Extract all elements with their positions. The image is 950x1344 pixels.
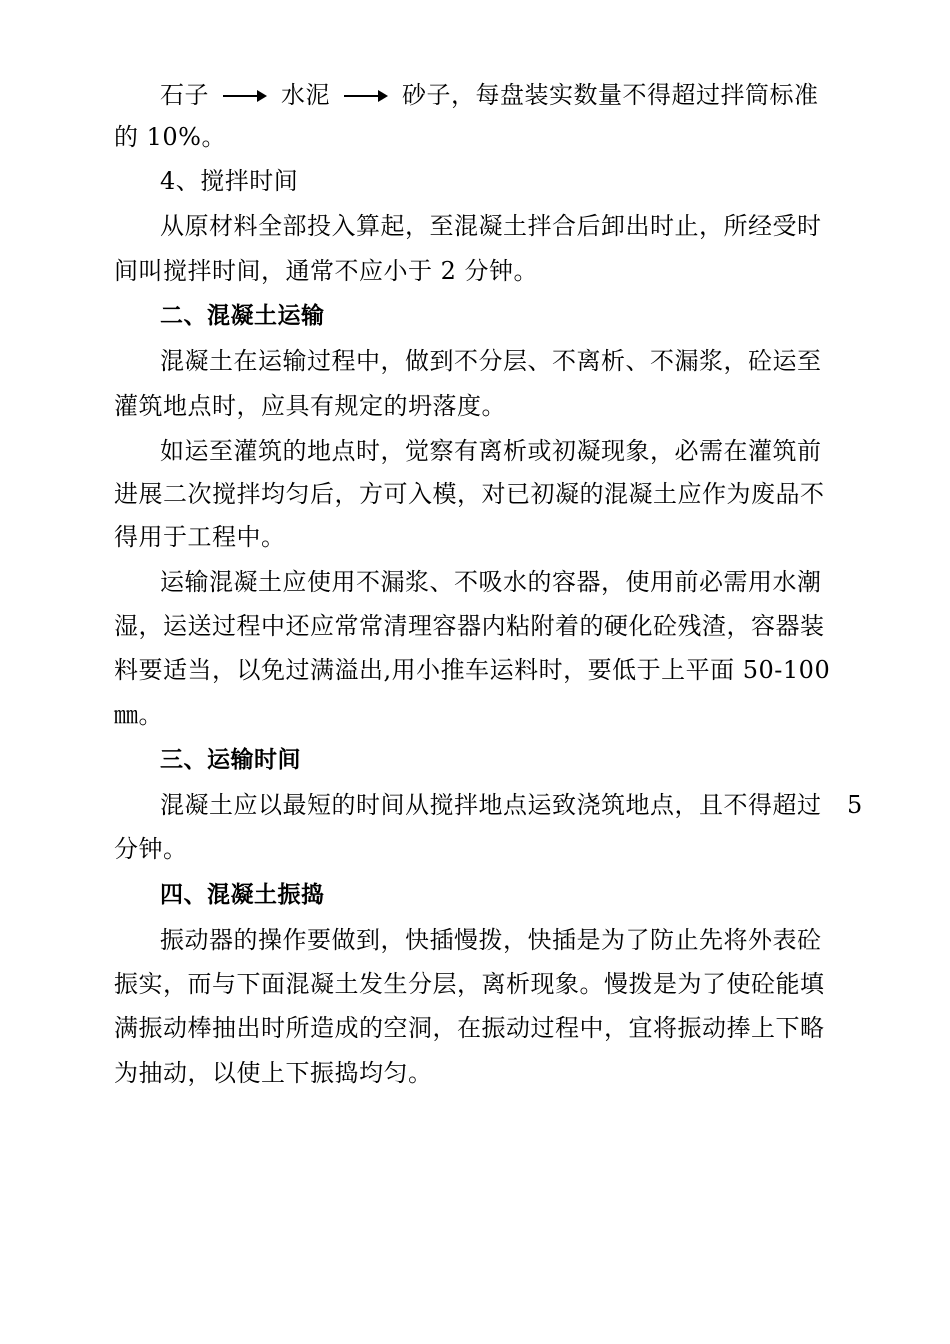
paragraph-transport-time-line1: [160, 790, 822, 820]
paragraph-container-line2: 湿，运送过程中还应常常清理容器内粘附着的硬化砼残渣，容器装: [114, 612, 825, 640]
paragraph-container-line3: 料要适当，以免过满溢出,用小推车运料时，要低于上平面 50-100: [114, 656, 831, 684]
paragraph-segregation-line1: 如运至灌筑的地点时，觉察有离析或初凝现象，必需在灌筑前: [160, 437, 822, 465]
word-sand-rest: 砂子，每盘装实数量不得超过拌筒标准: [402, 81, 819, 109]
paragraph-mixing-time-line2: 间叫搅拌时间，通常不应小于 2 分钟。: [114, 257, 539, 285]
paragraph-vibration-line1: 振动器的操作要做到，快插慢拨，快插是为了防止先将外表砼: [160, 926, 822, 954]
section-heading-transport-time: 三、运输时间: [160, 747, 301, 773]
paragraph-vibration-line4: 为抽动，以使上下振捣均匀。: [114, 1059, 433, 1087]
paragraph-segregation-line3: 得用于工程中。: [114, 523, 286, 551]
arrow-right-icon: [223, 80, 267, 110]
paragraph-mix-order-line2: 的 10%。: [114, 123, 226, 151]
transport-time-number: 5: [847, 791, 863, 819]
paragraph-vibration-line3: 满振动棒抽出时所造成的空洞，在振动过程中，宜将振动捧上下略: [114, 1014, 825, 1042]
subheading-mixing-time: 4、搅拌时间: [160, 167, 299, 195]
word-cement: 水泥: [281, 81, 330, 109]
section-heading-vibration: 四、混凝土振捣: [160, 882, 325, 908]
paragraph-container-line4: ㎜。: [114, 701, 163, 729]
paragraph-container-line1: 运输混凝土应使用不漏浆、不吸水的容器，使用前必需用水潮: [160, 568, 822, 596]
paragraph-transport-line1: 混凝土在运输过程中，做到不分层、不离析、不漏浆，砼运至: [160, 347, 822, 375]
paragraph-mixing-time-line1: 从原材料全部投入算起，至混凝土拌合后卸出时止，所经受时: [160, 212, 822, 240]
paragraph-vibration-line2: 振实，而与下面混凝土发生分层，离析现象。慢拨是为了使砼能填: [114, 970, 825, 998]
paragraph-mix-order-line1: [160, 80, 819, 110]
paragraph-transport-time-line2: 分钟。: [114, 835, 188, 863]
paragraph-transport-line2: 灌筑地点时，应具有规定的坍落度。: [114, 392, 506, 420]
word-stone: 石子: [160, 81, 209, 109]
paragraph-segregation-line2: 进展二次搅拌均匀后，方可入模，对已初凝的混凝土应作为废品不: [114, 480, 825, 508]
section-heading-transport: 二、混凝土运输: [160, 303, 325, 329]
arrow-right-icon: [344, 80, 388, 110]
transport-time-text: 混凝土应以最短的时间从搅拌地点运致浇筑地点，且不得超过: [160, 791, 822, 819]
